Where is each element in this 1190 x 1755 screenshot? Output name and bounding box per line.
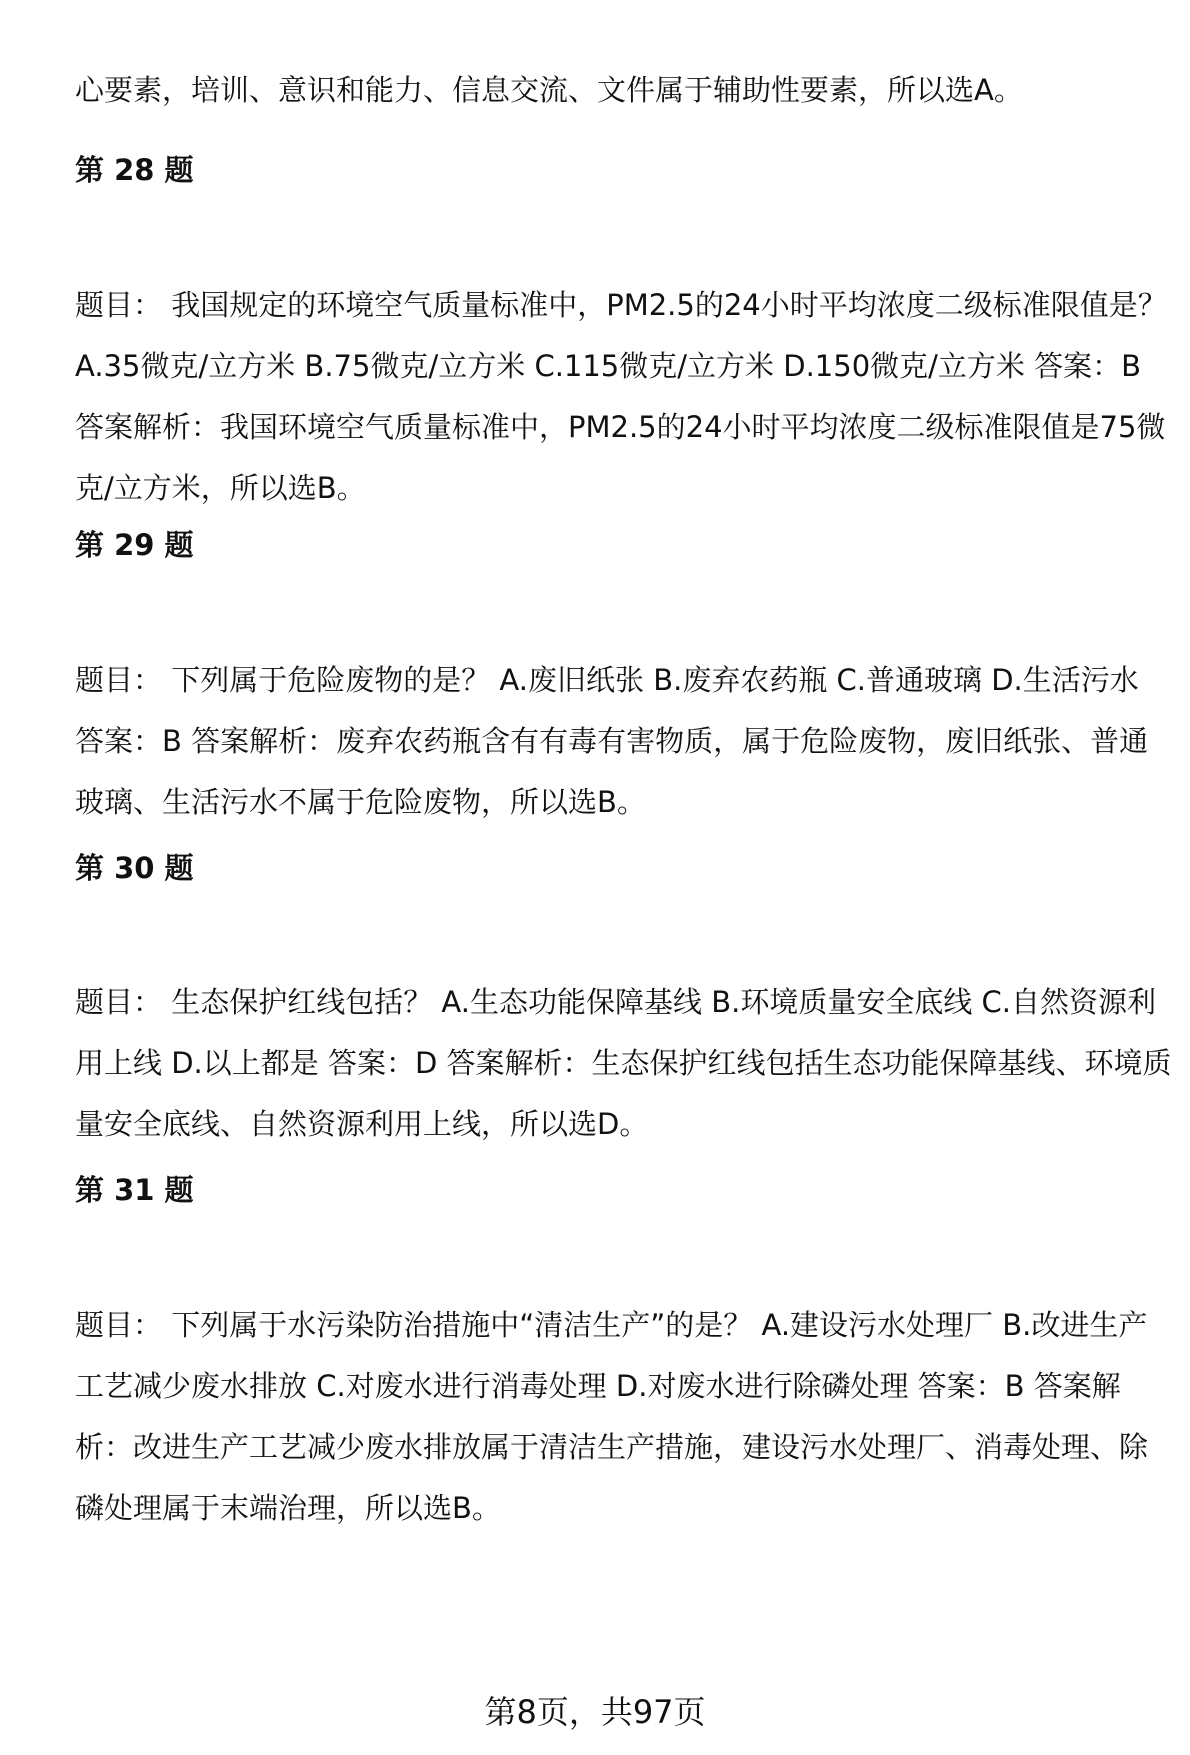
question-31-heading: 第 31 题 <box>75 1173 194 1207</box>
continuation-text: 心要素，培训、意识和能力、信息交流、文件属于辅助性要素，所以选A。 <box>75 73 1023 107</box>
question-29-body: 题目： 下列属于危险废物的是？ A.废旧纸张 B.废弃农药瓶 C.普通玻璃 D.生活污水 答案：B 答案解析：废弃农药瓶含有有毒有害物质，属于危险废物，废旧纸张、普通玻璃、生活污水不属于危险废物，所以选B。 <box>75 663 1149 819</box>
question-28-body: 题目： 我国规定的环境空气质量标准中，PM2.5的24小时平均浓度二级标准限值是？ A.35微克/立方米 B.75微克/立方米 C.115微克/立方米 D.150微克/立方米 答案：B 答案解析：我国环境空气质量标准中，PM2.5的24小时平均浓度二级标准限值是75微克/立方米，所以选B。 <box>75 288 1167 505</box>
question-28-heading: 第 28 题 <box>75 153 194 187</box>
question-30-heading: 第 30 题 <box>75 851 194 885</box>
page-number-footer: 第8页，共97页 <box>484 1693 706 1731</box>
question-31-body: 题目： 下列属于水污染防治措施中“清洁生产”的是？ A.建设污水处理厂 B.改进生产工艺减少废水排放 C.对废水进行消毒处理 D.对废水进行除磷处理 答案：B 答案解析：改进生产工艺减少废水排放属于清洁生产措施，建设污水处理厂、消毒处理、除磷处理属于末端治理，所以选B。 <box>75 1308 1149 1525</box>
question-30-body: 题目： 生态保护红线包括？ A.生态功能保障基线 B.环境质量安全底线 C.自然资源利用上线 D.以上都是 答案：D 答案解析：生态保护红线包括生态功能保障基线、环境质量安全底线、自然资源利用上线，所以选D。 <box>75 985 1172 1141</box>
question-29-heading: 第 29 题 <box>75 528 194 562</box>
